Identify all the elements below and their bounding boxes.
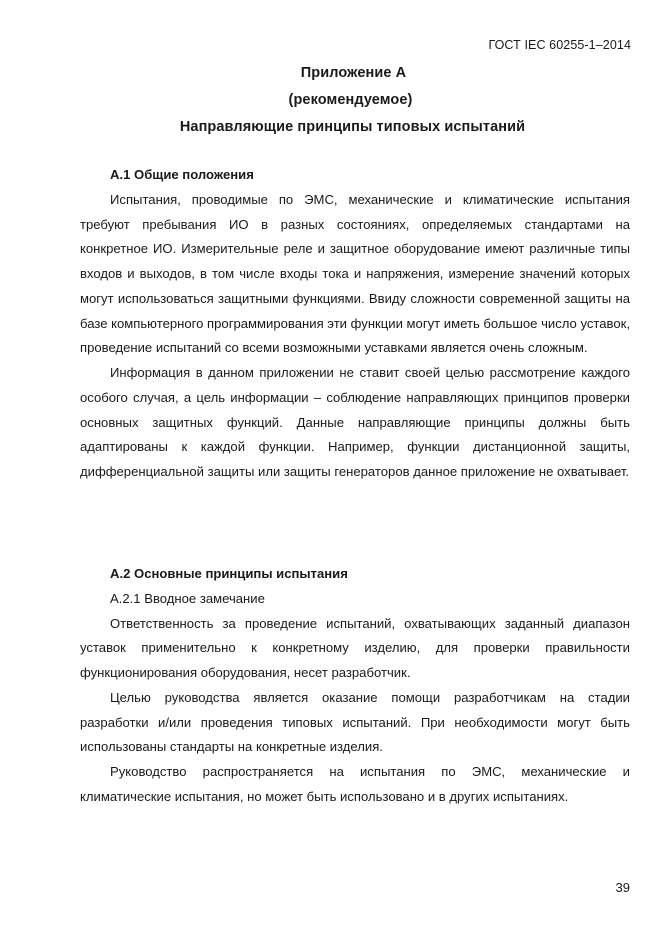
section-a1-paragraph-1: Испытания, проводимые по ЭМС, механические и климатические испытания требуют пребывания ИО в разных состояниях, определяемых стандартами на конкретное ИО. Измерительные реле и защитное оборудование имеют различные типы входов и выходов, в том числе входы тока и напряжения, измерение значений которых могут использоваться защитными функциями. Ввиду сложности современной защиты на базе компьютерного программирования эти функции могут иметь большое число уставок, проведение испытаний со всеми возможными уставками является очень сложным. xyxy=(80,191,630,356)
section-a1-paragraph-2: Информация в данном приложении не ставит своей целью рассмотрение каждого особого случая, а цель информации – соблюдение направляющих принципов проверки основных защитных функций. Данные направляющие принципы должны быть адаптированы к каждой функции. Например, функции дистанционной защиты, дифференциальной защиты или защиты генераторов данное приложение не охватывает. xyxy=(80,365,630,479)
section-a2-paragraph-3: Руководство распространяется на испытания по ЭМС, механические и климатические испытания, но может быть использовано и в других испытаниях. xyxy=(80,764,630,804)
section-a2 xyxy=(80,562,630,810)
section-a2-1-subheading: А.2.1 Вводное замечание xyxy=(110,590,265,606)
section-a2-heading: А.2 Основные принципы испытания xyxy=(110,566,348,581)
section-a1-heading: А.1 Общие положения xyxy=(110,167,254,182)
standard-code: ГОСТ IEC 60255-1–2014 xyxy=(488,38,631,52)
section-a2-paragraph-2: Целью руководства является оказание помощи разработчикам на стадии разработки и/или проведения типовых испытаний. При необходимости могут быть использованы стандарты на конкретные изделия. xyxy=(80,689,630,755)
appendix-status: (рекомендуемое) xyxy=(288,92,413,108)
section-a1 xyxy=(80,163,630,485)
page-number: 39 xyxy=(615,880,630,895)
section-a2-paragraph-1: Ответственность за проведение испытаний, охватывающих заданный диапазон уставок применительно к конкретному изделию, для проверки правильности функционирования оборудования, несет разработчик. xyxy=(80,615,630,680)
appendix-label: Приложение А xyxy=(300,65,407,81)
appendix-title: Направляющие принципы типовых испытаний xyxy=(179,119,526,135)
appendix-title-block xyxy=(0,60,661,141)
